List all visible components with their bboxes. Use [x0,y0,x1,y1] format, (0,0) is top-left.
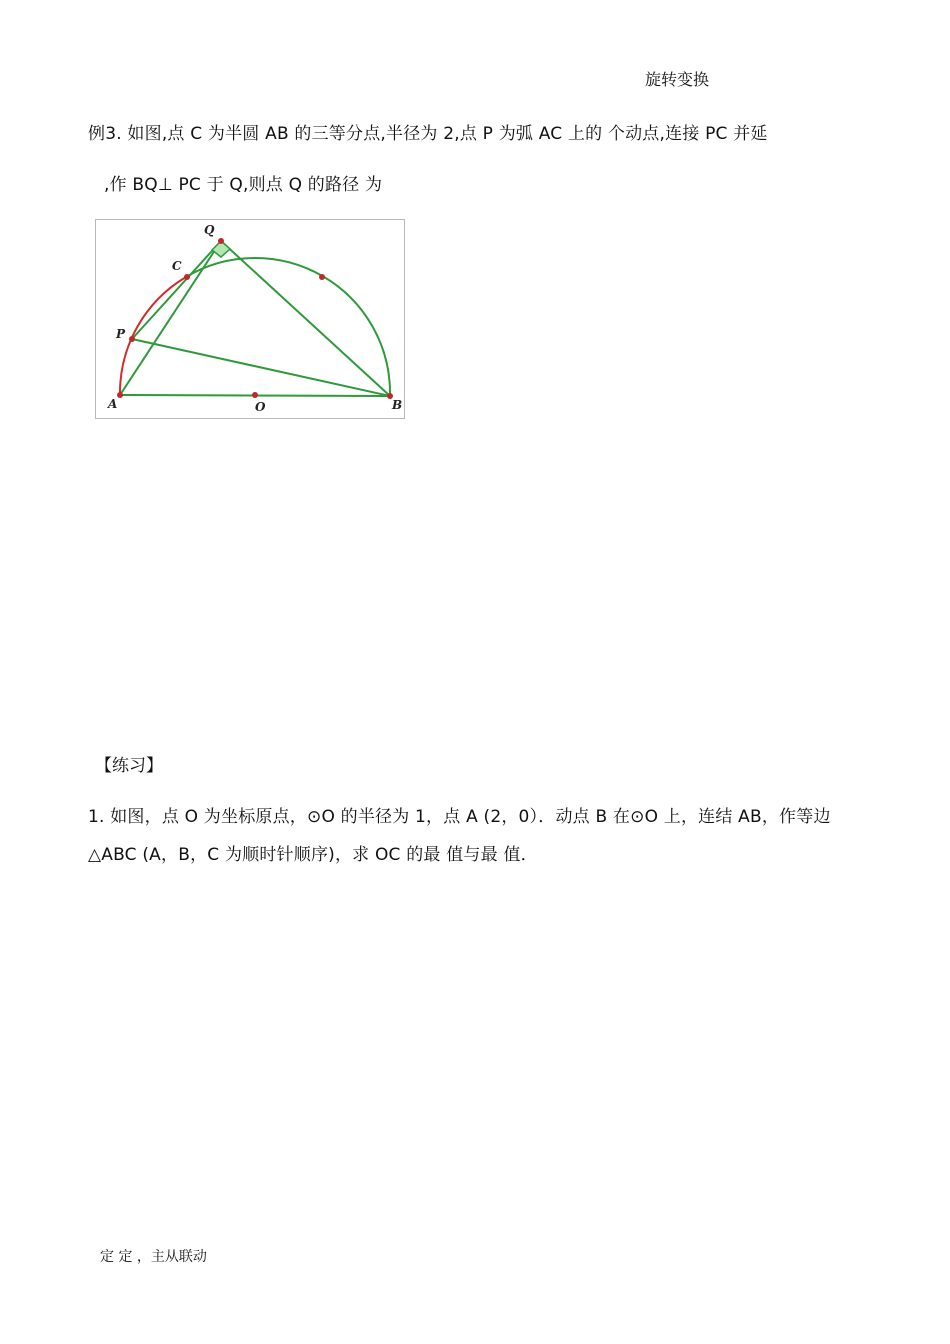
practice-heading: 【练习】 [95,756,163,776]
point-o [252,392,258,398]
label-b: B [392,398,403,412]
label-q: Q [204,223,215,237]
arc-ac [120,277,186,395]
point-a [117,392,123,398]
example-3-line-2: ,作 BQ⊥ PC 于 Q,则点 Q 的路径 为 [104,175,383,195]
segment-qb [221,241,390,396]
footer-note: 定 定 ，主从联动 [100,1249,207,1265]
label-o: O [255,400,266,414]
segment-aq [120,241,221,395]
page-header-title: 旋转变换 [645,70,710,89]
geometry-figure [95,219,405,419]
label-a: A [108,397,118,411]
label-c: C [172,259,182,273]
segment-pq [132,241,221,339]
point-c [184,274,190,280]
segment-pb [132,339,390,396]
point-p [129,336,135,342]
practice-problem-line-2: △ABC (A，B，C 为顺时针顺序)，求 OC 的最 值与最 值． [88,845,538,865]
practice-problem-line-1: 1. 如图，点 O 为坐标原点，⊙O 的半径为 1，点 A (2，0）．动点 B 在⊙O 上，连结 AB，作等边 [88,807,831,827]
example-3-line-1: 例3. 如图,点 C 为半圆 AB 的三等分点,半径为 2,点 P 为弧 AC 上的 个动点,连接 PC 并延 [88,124,768,144]
point-q [218,238,224,244]
semicircle-diagram [96,220,404,418]
point-trisection [319,274,325,280]
label-p: P [116,327,126,341]
